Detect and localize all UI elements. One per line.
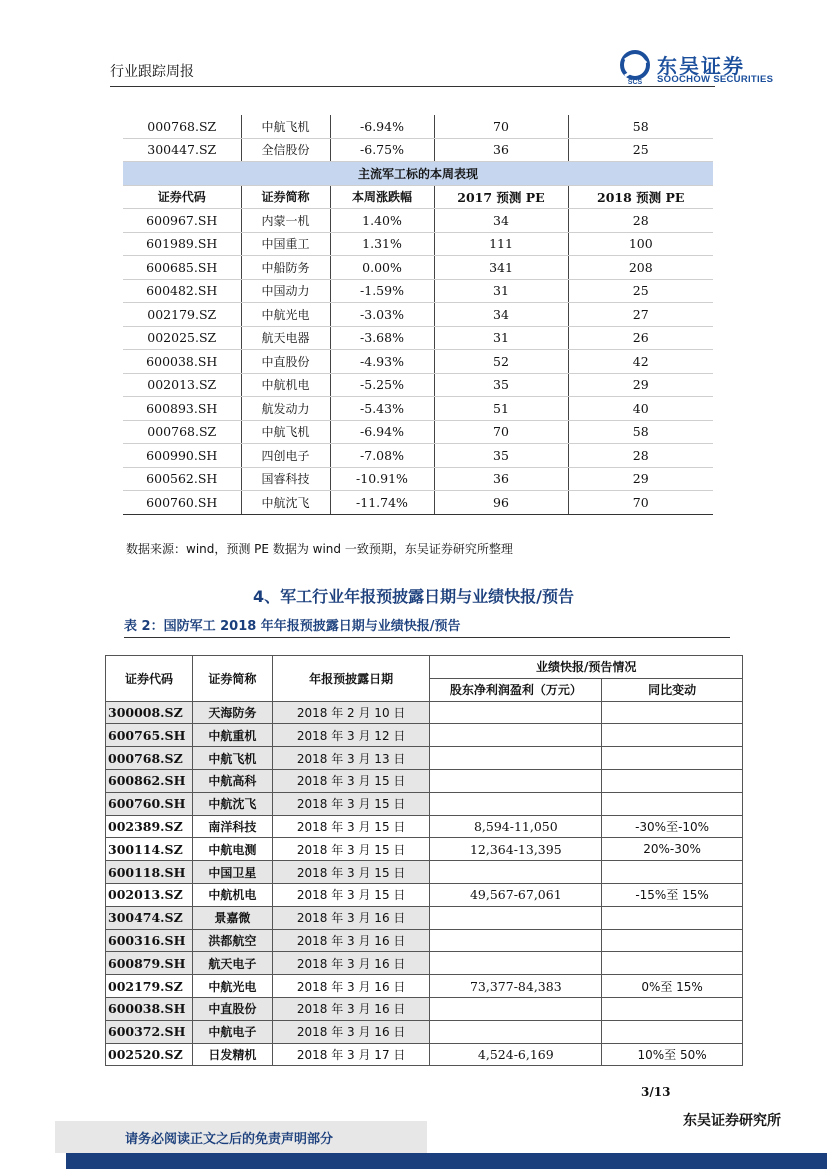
cell-pe-2017: 70: [434, 115, 568, 138]
cell-code: 600316.SH: [106, 929, 193, 952]
table-row: [123, 420, 713, 444]
header-pe-2017: 2017 预测 PE: [434, 185, 568, 209]
cell-pe-2018: 28: [568, 444, 713, 468]
cell-net-profit: 4,524-6,169: [430, 1043, 602, 1066]
cell-date: 2018 年 3 月 15 日: [272, 861, 430, 884]
cell-code: 600990.SH: [123, 444, 241, 468]
cell-code: 600562.SH: [123, 467, 241, 491]
cell-name: 航天电子: [192, 952, 272, 975]
cell-code: 600685.SH: [123, 256, 241, 280]
cell-name: 天海防务: [192, 701, 272, 724]
table-row: [123, 115, 713, 138]
cell-name: 中航沈飞: [192, 792, 272, 815]
cell-name: 中航飞机: [241, 115, 330, 138]
section-title: 主流军工标的本周表现: [123, 162, 713, 186]
cell-weekly-change: -6.94%: [330, 115, 434, 138]
cell-date: 2018 年 3 月 16 日: [272, 906, 430, 929]
cell-name: 日发精机: [192, 1043, 272, 1066]
cell-code: 600879.SH: [106, 952, 193, 975]
cell-code: 300114.SZ: [106, 838, 193, 861]
table-row: [106, 906, 743, 929]
cell-date: 2018 年 2 月 10 日: [272, 701, 430, 724]
table-row: [106, 701, 743, 724]
cell-net-profit: 12,364-13,395: [430, 838, 602, 861]
cell-net-profit: [430, 861, 602, 884]
table-row: [106, 952, 743, 975]
logo-mark-text: SCS: [627, 79, 643, 86]
cell-name: 航天电器: [241, 326, 330, 350]
cell-net-profit: 8,594-11,050: [430, 815, 602, 838]
cell-code: 600760.SH: [106, 792, 193, 815]
cell-net-profit: [430, 724, 602, 747]
table-row: [106, 1043, 743, 1066]
header-performance-group: 业绩快报/预告情况: [430, 656, 743, 679]
cell-code: 601989.SH: [123, 232, 241, 256]
cell-name: 四创电子: [241, 444, 330, 468]
table-row: [106, 815, 743, 838]
cell-yoy-change: [602, 792, 743, 815]
cell-pe-2018: 40: [568, 397, 713, 421]
cell-code: 002179.SZ: [123, 303, 241, 327]
cell-code: 000768.SZ: [123, 115, 241, 138]
report-type-title: 行业跟踪周报: [110, 64, 194, 80]
cell-pe-2017: 35: [434, 373, 568, 397]
table-row: [106, 769, 743, 792]
cell-code: 300447.SZ: [123, 138, 241, 162]
cell-name: 景嘉微: [192, 906, 272, 929]
cell-pe-2018: 29: [568, 467, 713, 491]
cell-yoy-change: [602, 724, 743, 747]
cell-pe-2017: 96: [434, 491, 568, 515]
cell-pe-2018: 70: [568, 491, 713, 515]
cell-net-profit: [430, 952, 602, 975]
cell-pe-2017: 34: [434, 303, 568, 327]
cell-code: 600038.SH: [123, 350, 241, 374]
cell-date: 2018 年 3 月 16 日: [272, 1020, 430, 1043]
cell-pe-2017: 36: [434, 467, 568, 491]
cell-date: 2018 年 3 月 16 日: [272, 997, 430, 1020]
cell-yoy-change: 0%至 15%: [602, 975, 743, 998]
cell-net-profit: [430, 1020, 602, 1043]
table-row: [106, 724, 743, 747]
cell-date: 2018 年 3 月 17 日: [272, 1043, 430, 1066]
cell-yoy-change: [602, 997, 743, 1020]
cell-pe-2017: 70: [434, 420, 568, 444]
cell-net-profit: [430, 701, 602, 724]
cell-name: 全信股份: [241, 138, 330, 162]
cell-weekly-change: -11.74%: [330, 491, 434, 515]
cell-code: 002013.SZ: [123, 373, 241, 397]
cell-name: 南洋科技: [192, 815, 272, 838]
cell-yoy-change: [602, 1020, 743, 1043]
column-header-row: [123, 185, 713, 209]
table-row: [123, 397, 713, 421]
cell-code: 600038.SH: [106, 997, 193, 1020]
cell-name: 中直股份: [192, 997, 272, 1020]
table-row: [123, 232, 713, 256]
cell-name: 中国动力: [241, 279, 330, 303]
cell-code: 000768.SZ: [123, 420, 241, 444]
cell-yoy-change: [602, 906, 743, 929]
cell-yoy-change: -30%至-10%: [602, 815, 743, 838]
cell-weekly-change: -1.59%: [330, 279, 434, 303]
cell-weekly-change: 1.31%: [330, 232, 434, 256]
cell-name: 中航机电: [192, 883, 272, 906]
table-row: [106, 929, 743, 952]
cell-pe-2018: 27: [568, 303, 713, 327]
cell-pe-2018: 208: [568, 256, 713, 280]
cell-weekly-change: -3.03%: [330, 303, 434, 327]
cell-name: 中直股份: [241, 350, 330, 374]
cell-pe-2018: 25: [568, 279, 713, 303]
cell-pe-2017: 31: [434, 326, 568, 350]
cell-code: 000768.SZ: [106, 747, 193, 770]
cell-date: 2018 年 3 月 15 日: [272, 883, 430, 906]
header-net-profit: 股东净利润盈利（万元）: [430, 678, 602, 701]
cell-name: 中航电子: [192, 1020, 272, 1043]
cell-net-profit: [430, 769, 602, 792]
table-row: [123, 256, 713, 280]
scs-logo-icon: [615, 50, 655, 86]
cell-name: 内蒙一机: [241, 209, 330, 233]
header-code: 证券代码: [123, 185, 241, 209]
cell-pe-2017: 52: [434, 350, 568, 374]
cell-yoy-change: [602, 952, 743, 975]
weekly-performance-table: [123, 115, 713, 515]
table-row: [106, 747, 743, 770]
cell-name: 航发动力: [241, 397, 330, 421]
table-row: [123, 491, 713, 515]
cell-weekly-change: -4.93%: [330, 350, 434, 374]
cell-name: 中航沈飞: [241, 491, 330, 515]
cell-code: 002013.SZ: [106, 883, 193, 906]
cell-name: 中航重机: [192, 724, 272, 747]
cell-name: 中航电测: [192, 838, 272, 861]
table-row: [106, 838, 743, 861]
cell-pe-2017: 341: [434, 256, 568, 280]
header-pe-2018: 2018 预测 PE: [568, 185, 713, 209]
cell-weekly-change: -7.08%: [330, 444, 434, 468]
header-date: 年报预披露日期: [272, 656, 430, 702]
cell-pe-2018: 26: [568, 326, 713, 350]
cell-name: 中航高科: [192, 769, 272, 792]
cell-pe-2017: 31: [434, 279, 568, 303]
header-weekly-change: 本周涨跌幅: [330, 185, 434, 209]
cell-date: 2018 年 3 月 13 日: [272, 747, 430, 770]
cell-yoy-change: 10%至 50%: [602, 1043, 743, 1066]
header-yoy-change: 同比变动: [602, 678, 743, 701]
cell-code: 300474.SZ: [106, 906, 193, 929]
cell-weekly-change: -5.25%: [330, 373, 434, 397]
cell-pe-2017: 34: [434, 209, 568, 233]
cell-net-profit: [430, 906, 602, 929]
table-row: [123, 444, 713, 468]
cell-pe-2017: 51: [434, 397, 568, 421]
header-name: 证券简称: [192, 656, 272, 702]
logo-english-name: SOOCHOW SECURITIES: [657, 74, 774, 85]
cell-code: 002179.SZ: [106, 975, 193, 998]
cell-weekly-change: 1.40%: [330, 209, 434, 233]
cell-net-profit: [430, 747, 602, 770]
cell-code: 600760.SH: [123, 491, 241, 515]
header-code: 证券代码: [106, 656, 193, 702]
caption-rule: [124, 637, 730, 638]
cell-pe-2018: 58: [568, 420, 713, 444]
page-number: 3/13: [641, 1085, 671, 1099]
table-row: [106, 975, 743, 998]
cell-code: 600118.SH: [106, 861, 193, 884]
data-source-note: 数据来源：wind，预测 PE 数据为 wind 一致预期，东吴证券研究所整理: [126, 542, 513, 556]
cell-name: 国睿科技: [241, 467, 330, 491]
cell-code: 300008.SZ: [106, 701, 193, 724]
cell-name: 中国重工: [241, 232, 330, 256]
cell-pe-2018: 58: [568, 115, 713, 138]
cell-pe-2018: 42: [568, 350, 713, 374]
cell-code: 600967.SH: [123, 209, 241, 233]
cell-date: 2018 年 3 月 16 日: [272, 975, 430, 998]
disclaimer-text: 请务必阅读正文之后的免责声明部分: [125, 1132, 334, 1147]
annual-report-schedule-table: [105, 655, 743, 1066]
cell-name: 中国卫星: [192, 861, 272, 884]
cell-yoy-change: [602, 769, 743, 792]
cell-name: 中船防务: [241, 256, 330, 280]
table-row: [106, 997, 743, 1020]
table-row: [106, 792, 743, 815]
logo-chinese-name: 东吴证券: [657, 54, 745, 78]
table2-header-row: [106, 656, 743, 679]
header-rule: [110, 86, 715, 87]
cell-pe-2018: 29: [568, 373, 713, 397]
table-row: [123, 373, 713, 397]
cell-pe-2017: 35: [434, 444, 568, 468]
section-4-title: 4、军工行业年报预披露日期与业绩快报/预告: [253, 587, 574, 606]
cell-name: 中航机电: [241, 373, 330, 397]
cell-name: 洪都航空: [192, 929, 272, 952]
cell-yoy-change: [602, 701, 743, 724]
cell-pe-2018: 25: [568, 138, 713, 162]
cell-name: 中航光电: [192, 975, 272, 998]
footer-bar: [66, 1153, 827, 1169]
cell-name: 中航飞机: [192, 747, 272, 770]
firm-name: 东吴证券研究所: [683, 1113, 781, 1129]
header-name: 证券简称: [241, 185, 330, 209]
cell-code: 600372.SH: [106, 1020, 193, 1043]
cell-code: 002389.SZ: [106, 815, 193, 838]
cell-code: 600765.SH: [106, 724, 193, 747]
cell-weekly-change: -10.91%: [330, 467, 434, 491]
cell-pe-2017: 36: [434, 138, 568, 162]
cell-code: 600893.SH: [123, 397, 241, 421]
cell-yoy-change: [602, 861, 743, 884]
cell-date: 2018 年 3 月 16 日: [272, 929, 430, 952]
cell-weekly-change: -6.94%: [330, 420, 434, 444]
cell-date: 2018 年 3 月 16 日: [272, 952, 430, 975]
cell-pe-2018: 28: [568, 209, 713, 233]
table-row: [123, 138, 713, 162]
cell-name: 中航光电: [241, 303, 330, 327]
cell-date: 2018 年 3 月 15 日: [272, 838, 430, 861]
cell-code: 002520.SZ: [106, 1043, 193, 1066]
table-row: [123, 209, 713, 233]
cell-weekly-change: -3.68%: [330, 326, 434, 350]
table-row: [106, 861, 743, 884]
table-row: [123, 467, 713, 491]
cell-code: 600862.SH: [106, 769, 193, 792]
cell-weekly-change: 0.00%: [330, 256, 434, 280]
cell-net-profit: [430, 792, 602, 815]
table-row: [123, 279, 713, 303]
cell-yoy-change: [602, 929, 743, 952]
cell-net-profit: [430, 929, 602, 952]
cell-date: 2018 年 3 月 15 日: [272, 815, 430, 838]
table-row: [123, 303, 713, 327]
cell-net-profit: 73,377-84,383: [430, 975, 602, 998]
table-row: [123, 326, 713, 350]
cell-pe-2018: 100: [568, 232, 713, 256]
cell-yoy-change: -15%至 15%: [602, 883, 743, 906]
cell-date: 2018 年 3 月 15 日: [272, 792, 430, 815]
table-row: [106, 1020, 743, 1043]
table-row: [123, 350, 713, 374]
cell-net-profit: 49,567-67,061: [430, 883, 602, 906]
cell-code: 002025.SZ: [123, 326, 241, 350]
cell-weekly-change: -5.43%: [330, 397, 434, 421]
cell-yoy-change: 20%-30%: [602, 838, 743, 861]
cell-net-profit: [430, 997, 602, 1020]
table-2-caption: 表 2：国防军工 2018 年年报预披露日期与业绩快报/预告: [124, 619, 461, 634]
cell-weekly-change: -6.75%: [330, 138, 434, 162]
cell-date: 2018 年 3 月 12 日: [272, 724, 430, 747]
table-row: [106, 883, 743, 906]
cell-code: 600482.SH: [123, 279, 241, 303]
cell-name: 中航飞机: [241, 420, 330, 444]
section-header-row: [123, 162, 713, 186]
cell-date: 2018 年 3 月 15 日: [272, 769, 430, 792]
cell-yoy-change: [602, 747, 743, 770]
cell-pe-2017: 111: [434, 232, 568, 256]
